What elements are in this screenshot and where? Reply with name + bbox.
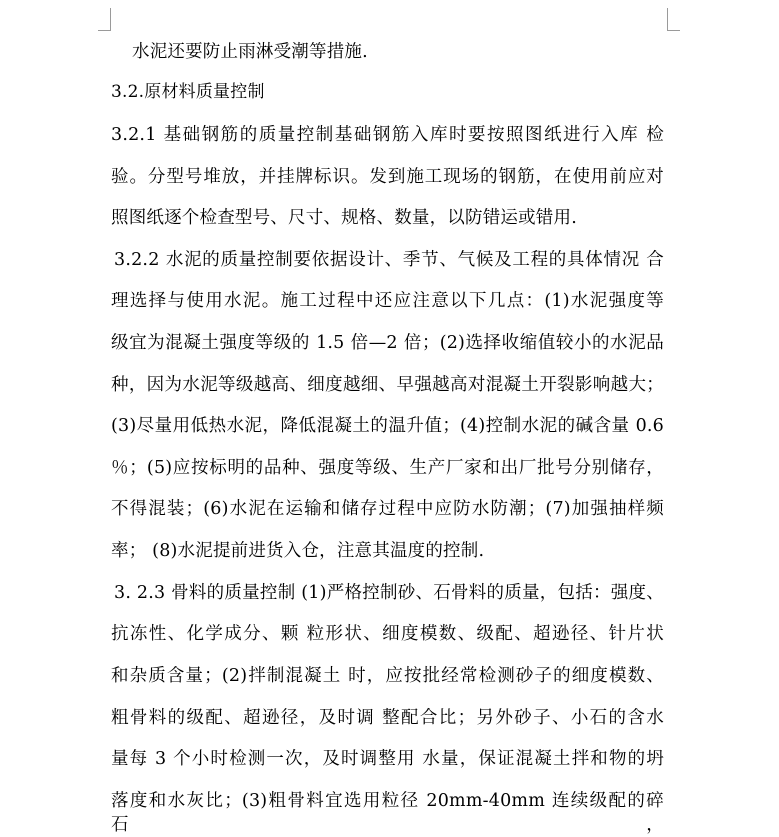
text-line: 水泥还要防止雨淋受潮等措施.: [132, 42, 368, 62]
text-line: 照图纸逐个检查型号、尺寸、规格、数量，以防错运或错用.: [111, 208, 577, 228]
crop-mark-top-left: [98, 8, 111, 31]
text-line: 量每 3 个小时检测一次，及时调整用 水量，保证混凝土拌和物的坍: [111, 749, 664, 769]
text-line: ％；(5)应按标明的品种、强度等级、生产厂家和出厂批号分别储存，: [111, 458, 664, 478]
crop-mark-top-right: [667, 8, 680, 31]
text-line: 3. 2.3 骨料的质量控制 (1)严格控制砂、石骨料的质量，包括：强度、: [114, 583, 664, 603]
text-line: 种，因为水泥等级越高、细度越细、早强越高对混凝土开裂影响越大；: [111, 375, 664, 395]
text-line: 级宜为混凝土强度等级的 1.5 倍—2 倍；(2)选择收缩值较小的水泥品: [111, 333, 664, 353]
text-line: 抗冻性、化学成分、颗 粒形状、细度模数、级配、超逊径、针片状: [111, 624, 664, 644]
text-line: (3)尽量用低热水泥，降低混凝土的温升值；(4)控制水泥的碱含量 0.6: [111, 416, 664, 436]
text-line: 理选择与使用水泥。施工过程中还应注意以下几点：(1)水泥强度等: [111, 291, 664, 311]
section-heading: 3.2.原材料质量控制: [111, 82, 265, 102]
text-line: 粗骨料的级配、超逊径，及时调 整配合比；另外砂子、小石的含水: [111, 708, 664, 728]
text-line: 3.2.1 基础钢筋的质量控制基础钢筋入库时要按照图纸进行入库 检: [111, 125, 664, 145]
text-line: 落度和水灰比；(3)粗骨料宜选用粒径 20mm-40mm 连续级配的碎石，: [111, 791, 664, 835]
text-line: 率； (8)水泥提前进货入仓，注意其温度的控制.: [111, 541, 485, 561]
text-line: 和杂质含量；(2)拌制混凝土 时，应按批经常检测砂子的细度模数、: [111, 666, 664, 686]
text-line: 3.2.2 水泥的质量控制要依据设计、季节、气候及工程的具体情况 合: [114, 250, 664, 270]
text-line: 验。分型号堆放，并挂牌标识。发到施工现场的钢筋，在使用前应对: [111, 167, 664, 187]
text-line: 不得混装；(6)水泥在运输和储存过程中应防水防潮；(7)加强抽样频: [111, 499, 664, 519]
